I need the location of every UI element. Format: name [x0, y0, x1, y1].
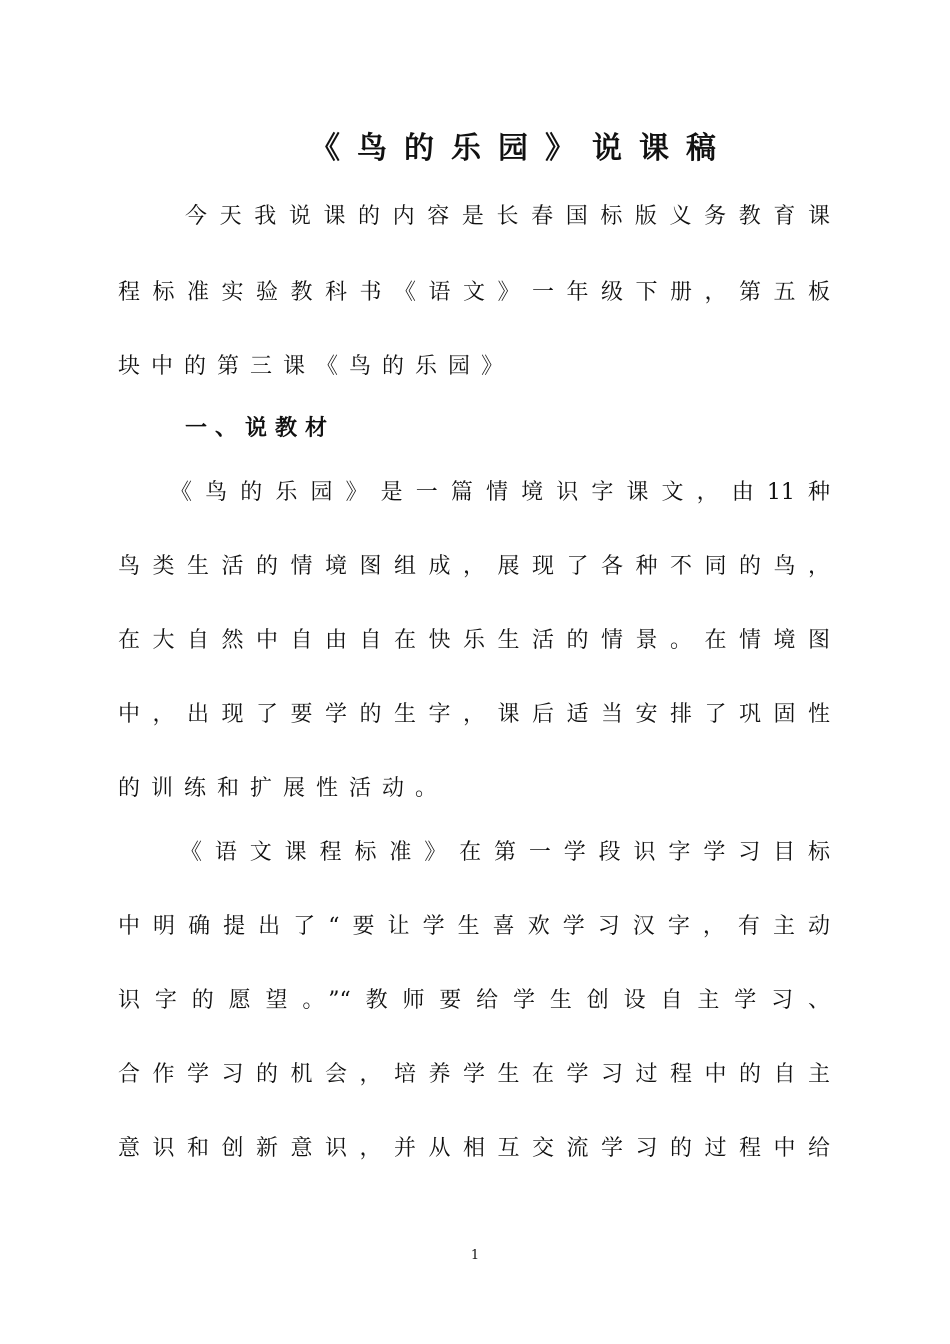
- paragraph-line: 鸟类生活的情境图组成，展现了各种不同的鸟，: [118, 554, 830, 579]
- paragraph-line: 块中的第三课《鸟的乐园》: [118, 354, 515, 379]
- section-heading: 一、说教材: [185, 416, 336, 441]
- page-number: 1: [470, 1248, 480, 1263]
- paragraph-line: 《语文课程标准》在第一学段识字学习目标: [180, 840, 830, 865]
- paragraph-line: 在大自然中自由自在快乐生活的情景。在情境图: [118, 628, 830, 653]
- paragraph-line: 程标准实验教科书《语文》一年级下册，第五板: [118, 280, 830, 305]
- page-title: 《鸟的乐园》说课稿: [310, 131, 733, 166]
- paragraph-line: 中明确提出了“要让学生喜欢学习汉字，有主动: [118, 914, 830, 939]
- paragraph-line: 《鸟的乐园》是一篇情境识字课文，由11种: [170, 480, 830, 505]
- paragraph-line: 今天我说课的内容是长春国标版义务教育课: [185, 204, 830, 229]
- paragraph-line: 意识和创新意识，并从相互交流学习的过程中给: [118, 1136, 830, 1161]
- paragraph-line: 的训练和扩展性活动。: [118, 776, 449, 801]
- paragraph-line: 中，出现了要学的生字，课后适当安排了巩固性: [118, 702, 830, 727]
- paragraph-line: 合作学习的机会，培养学生在学习过程中的自主: [118, 1062, 830, 1087]
- paragraph-line: 识字的愿望。”“教师要给学生创设自主学习、: [118, 988, 830, 1013]
